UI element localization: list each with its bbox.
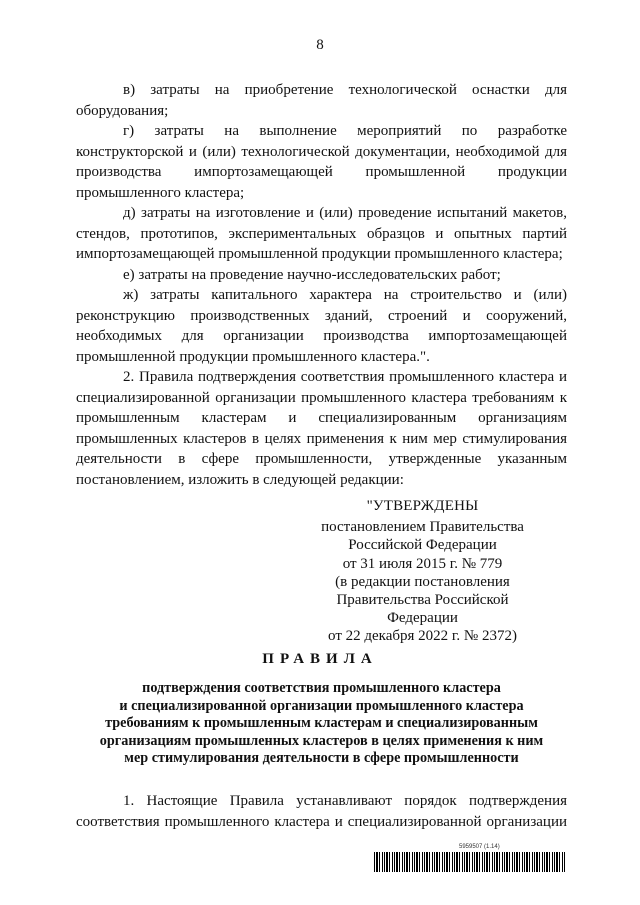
approval-line: от 22 декабря 2022 г. № 2372): [328, 628, 517, 645]
document-title: ПРАВИЛА: [262, 651, 378, 667]
approval-heading: "УТВЕРЖДЕНЫ: [366, 498, 479, 514]
approval-line: Российской Федерации: [348, 537, 497, 554]
paragraph-item-e: е) затраты на проведение научно-исследовательских работ;: [123, 266, 501, 283]
approval-line: постановлением Правительства: [321, 519, 524, 536]
page-number: 8: [316, 37, 324, 53]
subtitle-line: и специализированной организации промышленного кластера: [119, 697, 524, 714]
document-code: 5959507 (1.14): [459, 844, 500, 850]
rules-section: [76, 791, 567, 832]
subtitle-line: подтверждения соответствия промышленного кластера: [142, 680, 501, 696]
paragraph-item-v: в) затраты на приобретение технологической оснастки для оборудования;: [76, 82, 567, 119]
paragraph-item-zh: ж) затраты капитального характера на строительство и (или) реконструкцию производственных зданий, строений и сооружений, необходимых для организации производства импортозамещающей промышленной продукции промышленного кластера.".: [76, 287, 567, 365]
paragraph-item-g: г) затраты на выполнение мероприятий по разработке конструкторской и (или) технологической документации, необходимой для производства импортозамещающей промышленной продукции промышленного кластера;: [76, 123, 567, 201]
approval-line: (в редакции постановления: [335, 573, 510, 590]
subtitle-line: организациям промышленных кластеров в целях применения к ним: [99, 732, 544, 749]
document-body: [76, 80, 567, 490]
paragraph-item-2: 2. Правила подтверждения соответствия промышленного кластера и специализированной организации промышленного кластера требованиям к промышленным кластерам и специализированным организациям промышленных кластеров в целях применения к ним мер стимулирования деятельности в сфере промышленности, утвержденные указанным постановлением, изложить в следующей редакции:: [76, 369, 567, 488]
approval-line: Правительства Российской Федерации: [336, 592, 509, 627]
document-subtitle: [76, 680, 567, 768]
approval-block: [300, 497, 545, 646]
subtitle-line: требованиям к промышленным кластерам и специализированным: [105, 715, 538, 732]
subtitle-line: мер стимулирования деятельности в сфере промышленности: [124, 750, 519, 767]
rules-paragraph-1: 1. Настоящие Правила устанавливают порядок подтверждения соответствия промышленного кластера и специализированной организации: [76, 793, 567, 830]
approval-line: от 31 июля 2015 г. № 779: [342, 555, 503, 572]
barcode-image: [374, 852, 566, 872]
paragraph-item-d: д) затраты на изготовление и (или) проведение испытаний макетов, стендов, прототипов, экспериментальных образцов и опытных партий импортозамещающей промышленной продукции промышленного кластера;: [76, 205, 567, 262]
